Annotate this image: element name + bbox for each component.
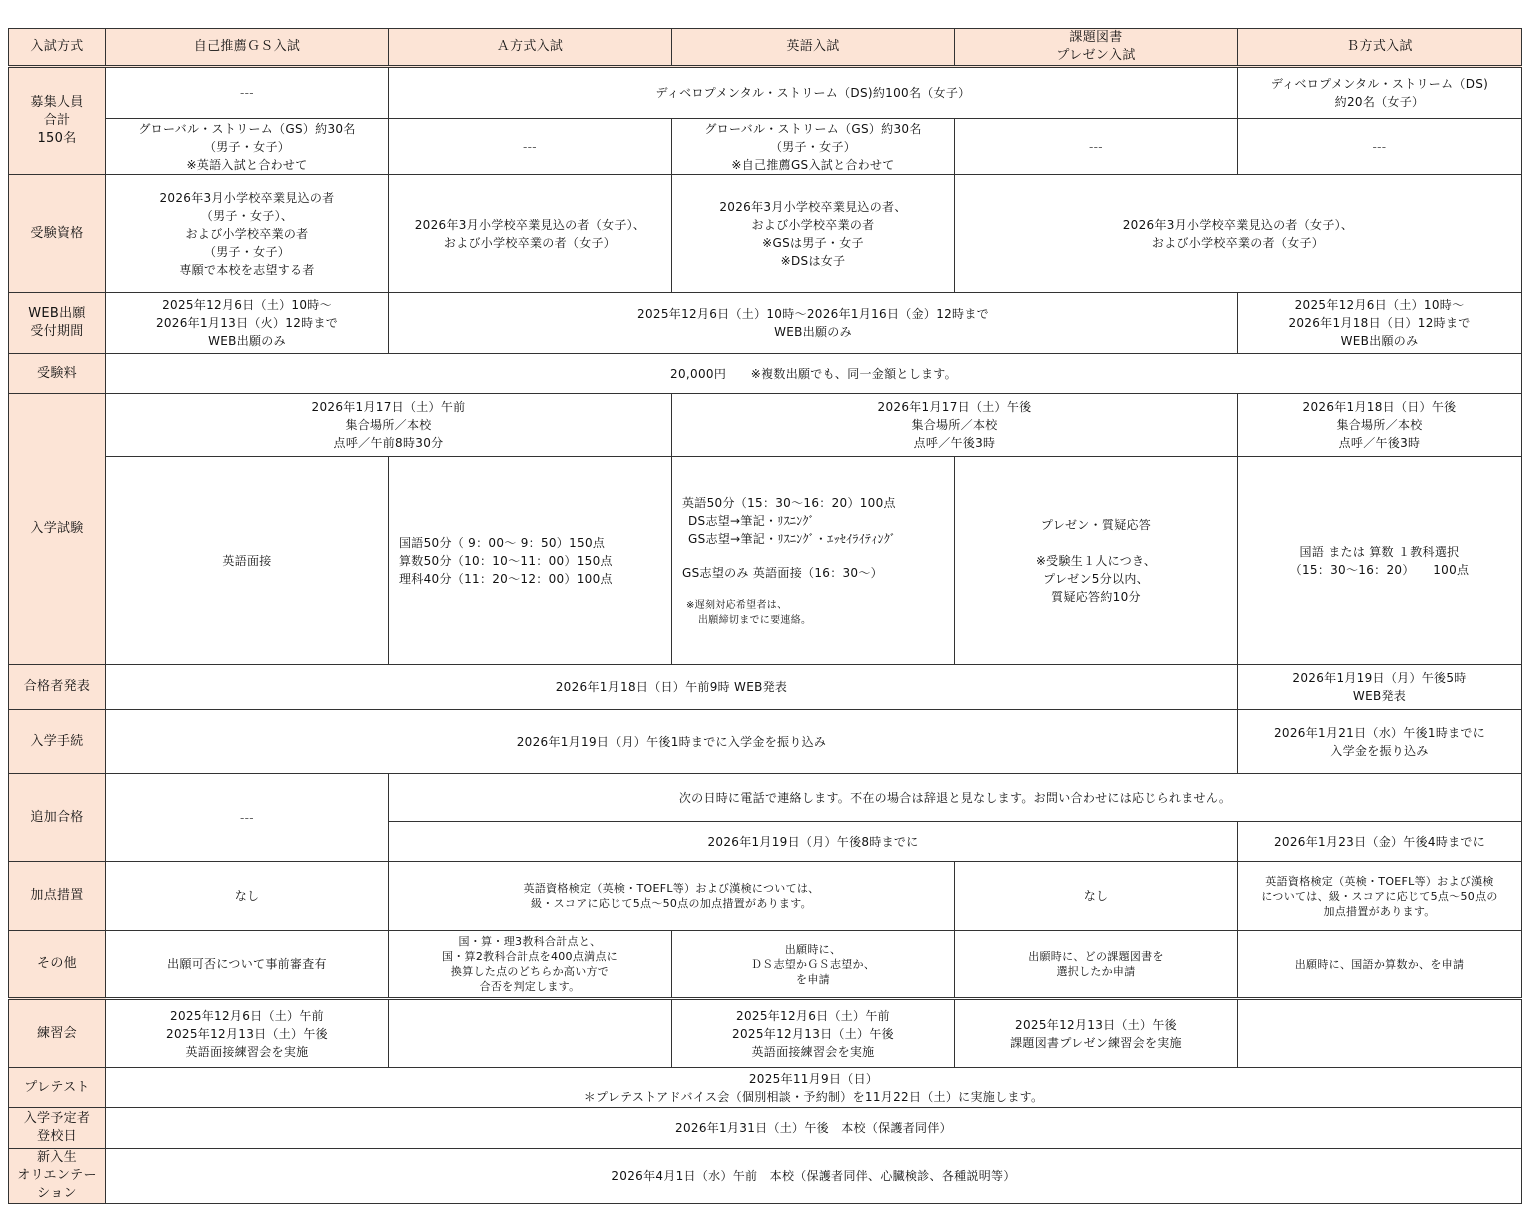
- recruit-row-1: [9, 67, 1522, 119]
- exam-b: 国語 または 算数 １教科選択 （15：30～16：20） 100点: [1238, 457, 1522, 665]
- additional-row-1: [9, 774, 1522, 822]
- other-gs: 出願可否について事前審査有: [106, 931, 389, 999]
- exam-eng: [672, 457, 955, 665]
- exam-gs: 英語面接: [106, 457, 389, 665]
- label-fee: 受験料: [9, 354, 106, 394]
- label-web-application: WEB出願 受付期間: [9, 293, 106, 354]
- announce-b: 2026年1月19日（月）午後5時 WEB発表: [1238, 665, 1522, 710]
- practice-b: [1238, 999, 1522, 1068]
- additional-notice: 次の日時に電話で連絡します。不在の場合は辞退と見なします。お問い合わせには応じられません。: [389, 774, 1522, 822]
- practice-a: [389, 999, 672, 1068]
- other-pres: 出願時に、どの課題図書を 選択したか申請: [955, 931, 1238, 999]
- admission-schedule-table: [8, 28, 1522, 1204]
- additional-b-date: 2026年1月23日（金）午後4時までに: [1238, 822, 1522, 862]
- label-exam: 入学試験: [9, 394, 106, 665]
- label-other: その他: [9, 931, 106, 999]
- exam-pres: プレゼン・質疑応答 ※受験生１人につき、 プレゼン5分以内、 質疑応答約10分: [955, 457, 1238, 665]
- header-gs-self-recommend: 自己推薦ＧＳ入試: [106, 29, 389, 67]
- web-gs: 2025年12月6日（土）10時～ 2026年1月13日（火）12時まで WEB出願のみ: [106, 293, 389, 354]
- fee-value: 20,000円 ※複数出願でも、同一金額とします。: [106, 354, 1522, 394]
- pretest-value: 2025年11月9日（日） ＊プレテストアドバイス会（個別相談・予約制）を11月22日（土）に実施します。: [106, 1068, 1522, 1108]
- recruit-row-2: [9, 119, 1522, 175]
- bonus-a-eng: 英語資格検定（英検・TOEFL等）および漢検については、 級・スコアに応じて5点～50点の加点措置があります。: [389, 862, 955, 931]
- other-row: [9, 931, 1522, 999]
- exam-time-row: [9, 394, 1522, 457]
- header-presentation: 課題図書 プレゼン入試: [955, 29, 1238, 67]
- practice-pres: 2025年12月13日（土）午後 課題図書プレゼン練習会を実施: [955, 999, 1238, 1068]
- qualification-a: 2026年3月小学校卒業見込の者（女子）、 および小学校卒業の者（女子）: [389, 175, 672, 293]
- pretest-row: [9, 1068, 1522, 1108]
- label-pretest: プレテスト: [9, 1068, 106, 1108]
- orientation-row: [9, 1149, 1522, 1204]
- exam-time-am: 2026年1月17日（土）午前 集合場所／本校 点呼／午前8時30分: [106, 394, 672, 457]
- announce-main: 2026年1月18日（日）午前9時 WEB発表: [106, 665, 1238, 710]
- label-announce: 合格者発表: [9, 665, 106, 710]
- qualification-row: [9, 175, 1522, 293]
- fee-row: [9, 354, 1522, 394]
- label-practice: 練習会: [9, 999, 106, 1068]
- additional-main-date: 2026年1月19日（月）午後8時までに: [389, 822, 1238, 862]
- recruit-gs: グローバル・ストリーム（GS）約30名 （男子・女子） ※英語入試と合わせて: [106, 119, 389, 175]
- recruit-gs-ds: ---: [106, 67, 389, 119]
- recruit-a-gs: ---: [389, 119, 672, 175]
- procedure-main: 2026年1月19日（月）午後1時までに入学金を振り込み: [106, 710, 1238, 774]
- label-schoolday: 入学予定者 登校日: [9, 1108, 106, 1149]
- bonus-pres: なし: [955, 862, 1238, 931]
- recruit-ds: ディベロプメンタル・ストリーム（DS)約100名（女子）: [389, 67, 1238, 119]
- header-english: 英語入試: [672, 29, 955, 67]
- web-mid: 2025年12月6日（土）10時～2026年1月16日（金）12時まで WEB出願のみ: [389, 293, 1238, 354]
- procedure-b: 2026年1月21日（水）午後1時までに 入学金を振り込み: [1238, 710, 1522, 774]
- orientation-value: 2026年4月1日（水）午前 本校（保護者同伴、心臓検診、各種説明等）: [106, 1149, 1522, 1204]
- header-b-method: Ｂ方式入試: [1238, 29, 1522, 67]
- additional-gs: ---: [106, 774, 389, 862]
- header-row: [9, 29, 1522, 67]
- label-qualification: 受験資格: [9, 175, 106, 293]
- exam-eng-line3: GS志望→筆記・ﾘｽﾆﾝｸﾞ・ｴｯｾｲﾗｲﾃｨﾝｸﾞ: [688, 531, 897, 546]
- bonus-row: [9, 862, 1522, 931]
- other-a: 国・算・理3教科合計点と、 国・算2教科合計点を400点満点に 換算した点のどちらか高い方で 合否を判定します。: [389, 931, 672, 999]
- schoolday-value: 2026年1月31日（土）午後 本校（保護者同伴）: [106, 1108, 1522, 1149]
- recruit-pres-gs: ---: [955, 119, 1238, 175]
- label-recruitment: 募集人員 合計 150名: [9, 67, 106, 175]
- exam-content-row: [9, 457, 1522, 665]
- exam-time-b: 2026年1月18日（日）午後 集合場所／本校 点呼／午後3時: [1238, 394, 1522, 457]
- exam-eng-line2: DS志望→筆記・ﾘｽﾆﾝｸﾞ: [688, 513, 815, 528]
- label-orientation: 新入生 オリエンテー ション: [9, 1149, 106, 1204]
- header-a-method: Ａ方式入試: [389, 29, 672, 67]
- qualification-gs: 2026年3月小学校卒業見込の者 （男子・女子）、 および小学校卒業の者 （男子・女子） 専願で本校を志望する者: [106, 175, 389, 293]
- exam-a: 国語50分（ 9：00～ 9：50）150点 算数50分（10：10～11：00）150点 理科40分（11：20～12：00）100点: [389, 457, 672, 665]
- label-procedure: 入学手続: [9, 710, 106, 774]
- recruit-b-gs: ---: [1238, 119, 1522, 175]
- other-eng: 出願時に、 ＤＳ志望かＧＳ志望か、 を申請: [672, 931, 955, 999]
- header-exam-type: 入試方式: [9, 29, 106, 67]
- exam-time-pm: 2026年1月17日（土）午後 集合場所／本校 点呼／午後3時: [672, 394, 1238, 457]
- practice-gs: 2025年12月6日（土）午前 2025年12月13日（土）午後 英語面接練習会を実施: [106, 999, 389, 1068]
- other-b: 出願時に、国語か算数か、を申請: [1238, 931, 1522, 999]
- label-bonus: 加点措置: [9, 862, 106, 931]
- practice-eng: 2025年12月6日（土）午前 2025年12月13日（土）午後 英語面接練習会を実施: [672, 999, 955, 1068]
- web-row: [9, 293, 1522, 354]
- exam-eng-note1: ※遅刻対応希望者は、: [686, 599, 788, 611]
- exam-eng-line1: 英語50分（15：30～16：20）100点: [682, 495, 896, 510]
- bonus-b: 英語資格検定（英検・TOEFL等）および漢検 については、級・スコアに応じて5点～50点の 加点措置があります。: [1238, 862, 1522, 931]
- announce-row: [9, 665, 1522, 710]
- exam-eng-line4: GS志望のみ 英語面接（16：30～）: [682, 565, 883, 580]
- recruit-b-ds: ディベロプメンタル・ストリーム（DS) 約20名（女子）: [1238, 67, 1522, 119]
- bonus-gs: なし: [106, 862, 389, 931]
- label-additional: 追加合格: [9, 774, 106, 862]
- procedure-row: [9, 710, 1522, 774]
- recruit-eng-gs: グローバル・ストリーム（GS）約30名 （男子・女子） ※自己推薦GS入試と合わせて: [672, 119, 955, 175]
- qualification-eng: 2026年3月小学校卒業見込の者、 および小学校卒業の者 ※GSは男子・女子 ※DSは女子: [672, 175, 955, 293]
- qualification-pres-b: 2026年3月小学校卒業見込の者（女子）、 および小学校卒業の者（女子）: [955, 175, 1522, 293]
- schoolday-row: [9, 1108, 1522, 1149]
- practice-row: [9, 999, 1522, 1068]
- web-b: 2025年12月6日（土）10時～ 2026年1月18日（日）12時まで WEB出願のみ: [1238, 293, 1522, 354]
- exam-eng-note2: 出願締切までに要連絡。: [698, 614, 812, 626]
